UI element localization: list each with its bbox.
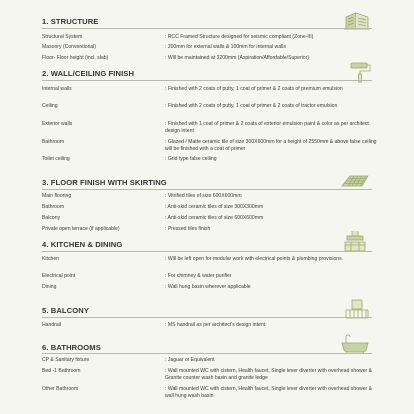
spec-value: : Wall mounted WC with cistern, Health faucet, Single lever diverter with overhead shower & Granite counter wash basin and granite ledge	[165, 368, 373, 381]
spec-value: : MS handrail as per architect's design intent	[165, 322, 266, 328]
spec-value: : Wall hung basin wherever applicable	[165, 284, 251, 290]
section-title-balcony: 5. BALCONY	[42, 306, 89, 315]
spec-label: Structural System	[42, 34, 83, 40]
spec-value: : Pressed tiles finish	[165, 226, 211, 232]
spec-label: Other Bathroom	[42, 386, 79, 392]
spec-label: Balcony	[42, 215, 61, 221]
section-title-floor-finish: 3. FLOOR FINISH WITH SKIRTING	[42, 178, 167, 187]
section-title-wall-ceiling: 2. WALL/CEILING FINISH	[42, 69, 135, 78]
spec-value: : For chimney & water purifier	[165, 273, 232, 279]
divider	[42, 353, 372, 354]
spec-label: Main flooring	[42, 193, 72, 199]
spec-label: Toilet ceiling	[42, 156, 70, 162]
spec-value: : Jaguar or Equivalent	[165, 357, 215, 363]
divider	[42, 317, 372, 318]
spec-value: : Finished with 2 coats of putty, 1 coat of primer & 2 coats of tractor emulsion	[165, 103, 338, 109]
spec-label: Bed -1 Bathroom	[42, 368, 81, 374]
spec-label: Ceiling	[42, 103, 58, 109]
spec-label: Bathroom	[42, 139, 65, 145]
divider	[42, 28, 372, 29]
spec-value: : Glazed / Matte ceramic tile of size 300X600mm for a height of 2550mm & above false ceiling will be finished with a coat of primer	[165, 139, 377, 152]
spec-label: Kitchen	[42, 256, 59, 262]
divider	[42, 251, 372, 252]
spec-value: : Wall mounted WC with cistern, Health faucet, Single lever diverter with overhead shower & wall hung wash basin	[165, 386, 373, 399]
spec-label: CP & Sanitary fixture	[42, 357, 90, 363]
spec-value: : Will be left open for modular work with electrical points & plumbing provisions.	[165, 256, 344, 262]
building-icon	[342, 9, 372, 33]
spec-label: Handrail	[42, 322, 61, 328]
spec-value: : Finished with 2 coats of putty, 1 coat of primer & 2 coats of premium emulsion	[165, 86, 343, 92]
spec-label: Dining	[42, 284, 57, 290]
divider	[42, 80, 372, 81]
spec-value: : Will be maintained at 3200mm (Aspiration/Affordable/Superior)	[165, 55, 310, 61]
spec-label: Exterior walls	[42, 121, 73, 127]
section-title-bathrooms: 6. BATHROOMS	[42, 343, 101, 352]
spec-label: Masonry (Conventional)	[42, 44, 97, 50]
kitchen-icon	[342, 229, 368, 253]
spec-value: : RCC Framed Structure designed for seismic compliant (Zone-III)	[165, 34, 314, 40]
spec-value: : Vitrified tiles of size 600X600mm	[165, 193, 242, 199]
divider	[42, 189, 372, 190]
spec-value: : Finished with 1 coat of primer & 2 coats of exterior emulsion paint & color as per architect design intent	[165, 121, 369, 134]
spec-label: Private open terrace (if applicable)	[42, 226, 120, 232]
section-title-kitchen-dining: 4. KITCHEN & DINING	[42, 240, 123, 249]
bathtub-icon	[340, 333, 370, 355]
spec-label: Floor- Floor height (incl. slab)	[42, 55, 109, 61]
spec-label: Bathroom	[42, 204, 65, 210]
spec-value: : 200mm for external walls & 100mm for internal walls	[165, 44, 286, 50]
floor-tiles-icon	[340, 172, 370, 190]
spec-value: : Grid type false ceiling	[165, 156, 217, 162]
spec-value: : Anti-skid ceramic tiles of size 300X300mm	[165, 204, 264, 210]
spec-label: Internal walls	[42, 86, 72, 92]
spec-value: : Anti-skid ceramic tiles of size 600X600mm	[165, 215, 264, 221]
spec-label: Electrical point	[42, 273, 76, 279]
section-title-structure: 1. STRUCTURE	[42, 17, 99, 26]
